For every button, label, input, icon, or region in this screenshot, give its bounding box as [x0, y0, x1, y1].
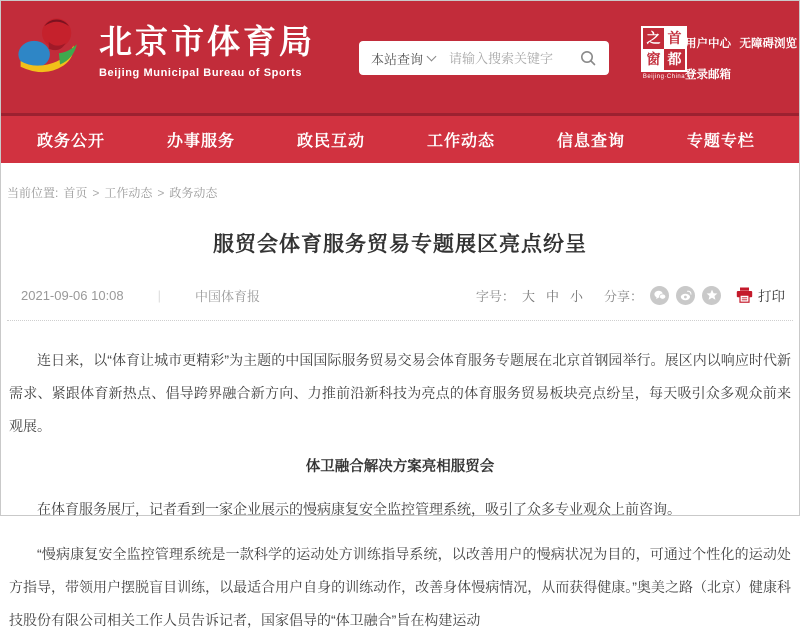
font-size-label: 字号：: [475, 288, 515, 304]
article-source: 中国体育报: [195, 288, 261, 304]
site-titles: [99, 23, 315, 79]
share-label: 分享：: [603, 288, 643, 304]
article-meta-row: [1, 285, 799, 305]
header-links: [685, 35, 797, 82]
article-paragraph: “慢病康复安全监控管理系统是一款科学的运动处方训练指导系统，以改善用户的慢病状况为目的，可通过个性化的运动处方指导，带领用户摆脱盲目训练，以最适合用户自身的训练动作，改善身体慢病情况，从而获得健康。”奥美之路（北京）健康科技股份有限公司相关工作人员告诉记者，国家倡导的“体卫融合”旨在构建运动: [9, 546, 791, 628]
share-qzone-button[interactable]: [702, 286, 721, 305]
article-title: 服贸会体育服务贸易专题展区亮点纷呈: [213, 233, 587, 256]
search-button[interactable]: [577, 47, 599, 69]
meta-divider: |: [157, 287, 162, 303]
article-meta-left: [21, 286, 260, 305]
site-name: 北京市体育局: [99, 23, 315, 61]
wechat-icon: [654, 290, 666, 301]
search-icon: [579, 49, 597, 67]
search-input[interactable]: [449, 51, 577, 66]
mail-login-link[interactable]: 登录邮箱: [685, 69, 731, 81]
font-size-large[interactable]: 大: [521, 288, 535, 304]
breadcrumb-home[interactable]: 首页: [63, 186, 88, 200]
weibo-icon: [680, 290, 692, 301]
site-name-en: Beijing Municipal Bureau of Sports: [99, 66, 303, 79]
qzone-star-icon: [706, 289, 718, 301]
article-paragraph: 在体育服务展厅，记者看到一家企业展示的慢病康复安全监控管理系统，吸引了众多专业观众上前咨询。: [37, 501, 681, 517]
search-box: [359, 41, 609, 75]
main-nav: [1, 116, 799, 163]
breadcrumb-separator: >: [92, 185, 100, 200]
meta-separator-line: [7, 320, 793, 321]
nav-item-zhengminhudong[interactable]: 政民互动: [296, 133, 365, 150]
article-date: 2021-09-06 10:08: [21, 287, 124, 303]
font-size-small[interactable]: 小: [569, 288, 583, 304]
seal-char-tl: 之: [646, 30, 661, 46]
nav-item-xinxichaxun[interactable]: 信息查询: [556, 133, 625, 150]
breadcrumb-worknews[interactable]: 工作动态: [104, 186, 153, 200]
chevron-down-icon: [427, 52, 437, 62]
accessibility-link[interactable]: 无障碍浏览: [739, 38, 797, 50]
nav-item-gongzuodongtai[interactable]: 工作动态: [426, 133, 495, 150]
site-logo[interactable]: [15, 14, 315, 88]
seal-grid: [641, 26, 687, 72]
article-meta-right: [476, 285, 785, 305]
article-body: [1, 344, 799, 637]
print-label: 打印: [758, 289, 785, 304]
article-subheading: 体卫融合解决方案亮相服贸会: [305, 459, 495, 475]
breadcrumb-separator: >: [157, 185, 165, 200]
seal-char-bl: 窗: [643, 49, 664, 70]
seal-char-tr: 首: [664, 28, 685, 49]
capital-window-seal[interactable]: [639, 26, 689, 80]
nav-item-banshifuwu[interactable]: 办事服务: [166, 133, 235, 150]
nav-item-zhuantizhuanlan[interactable]: 专题专栏: [686, 133, 755, 150]
article-paragraph: 连日来，以“体育让城市更精彩”为主题的中国国际服务贸易交易会体育服务专题展在北京首钢园举行。展区内以响应时代新需求、紧跟体育新热点、倡导跨界融合新方向、力推前沿新科技为亮点的体育服务贸易板块亮点纷呈，每天吸引众多观众前来观展。: [9, 352, 791, 434]
user-center-link[interactable]: 用户中心: [685, 38, 731, 50]
breadcrumb-label: 当前位置:: [7, 186, 59, 200]
breadcrumb-govnews[interactable]: 政务动态: [169, 186, 218, 200]
print-button[interactable]: [736, 285, 785, 305]
bureau-logo-icon: [15, 14, 87, 88]
font-size-medium[interactable]: 中: [545, 288, 559, 304]
breadcrumb: [1, 163, 799, 201]
share-wechat-button[interactable]: [650, 286, 669, 305]
search-scope-label: 本站查询: [371, 51, 424, 67]
seal-char-br: 都: [667, 51, 682, 67]
search-scope-dropdown[interactable]: [371, 49, 435, 68]
site-header: [1, 1, 799, 113]
nav-item-zhengwugongkai[interactable]: 政务公开: [37, 133, 106, 150]
share-weibo-button[interactable]: [676, 286, 695, 305]
seal-caption: Beijing·China: [642, 74, 686, 80]
printer-icon: [736, 287, 753, 303]
